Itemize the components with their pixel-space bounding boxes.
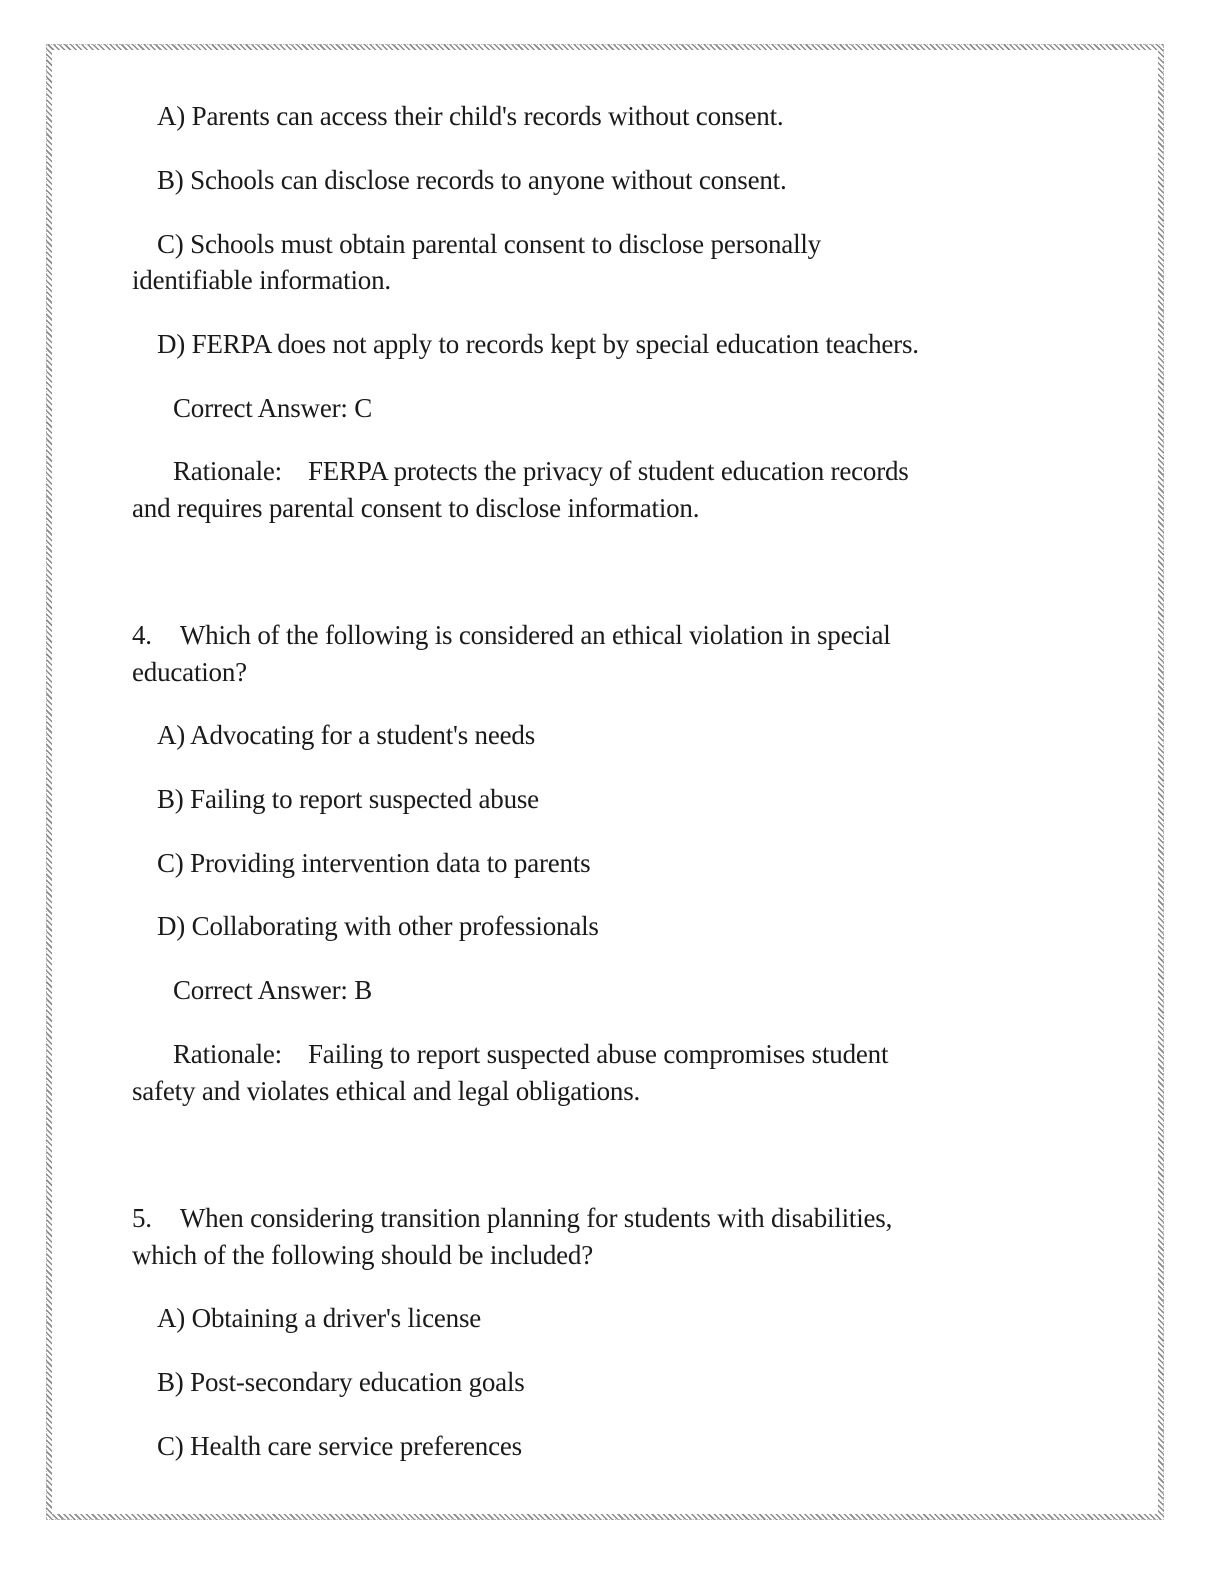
q5-option-b: B) Post-secondary education goals xyxy=(157,1367,525,1397)
q3-option-d: D) FERPA does not apply to records kept by special education teachers. xyxy=(157,329,919,359)
q4-rationale-line1 xyxy=(173,1036,888,1072)
q4-rationale-line2: safety and violates ethical and legal obligations. xyxy=(132,1076,641,1106)
q4-question-line2: education? xyxy=(132,657,247,687)
q4-option-d: D) Collaborating with other professionals xyxy=(157,911,599,941)
q4-correct-answer: Correct Answer: B xyxy=(173,975,373,1005)
q3-option-c-line1: C) Schools must obtain parental consent to disclose personally xyxy=(157,229,821,259)
q5-question-text: When considering transition planning for students with disabilities, xyxy=(179,1203,893,1233)
q4-number: 4. xyxy=(132,620,152,650)
q5-question-line1 xyxy=(132,1200,892,1236)
q3-correct-answer: Correct Answer: C xyxy=(173,393,373,423)
q4-option-b: B) Failing to report suspected abuse xyxy=(157,784,539,814)
q4-question-text: Which of the following is considered an ethical violation in special xyxy=(179,620,891,650)
q3-option-a: A) Parents can access their child's records without consent. xyxy=(157,101,784,131)
q5-question-line2: which of the following should be included? xyxy=(132,1240,594,1270)
q4-option-a: A) Advocating for a student's needs xyxy=(157,720,536,750)
q5-number: 5. xyxy=(132,1203,152,1233)
q3-rationale-line1 xyxy=(173,453,909,489)
q4-question-line1 xyxy=(132,617,891,653)
q5-option-a: A) Obtaining a driver's license xyxy=(157,1303,482,1333)
q3-rationale-text: FERPA protects the privacy of student education records xyxy=(307,456,909,486)
q3-option-b: B) Schools can disclose records to anyone without consent. xyxy=(157,165,787,195)
q3-option-c-line2: identifiable information. xyxy=(132,265,391,295)
q3-rationale-label: Rationale: xyxy=(173,456,282,486)
q3-rationale-line2: and requires parental consent to disclose information. xyxy=(132,493,700,523)
q4-rationale-text: Failing to report suspected abuse compromises student xyxy=(307,1039,889,1069)
q4-rationale-label: Rationale: xyxy=(173,1039,282,1069)
q5-option-c: C) Health care service preferences xyxy=(157,1431,522,1461)
q4-option-c: C) Providing intervention data to parents xyxy=(157,848,591,878)
